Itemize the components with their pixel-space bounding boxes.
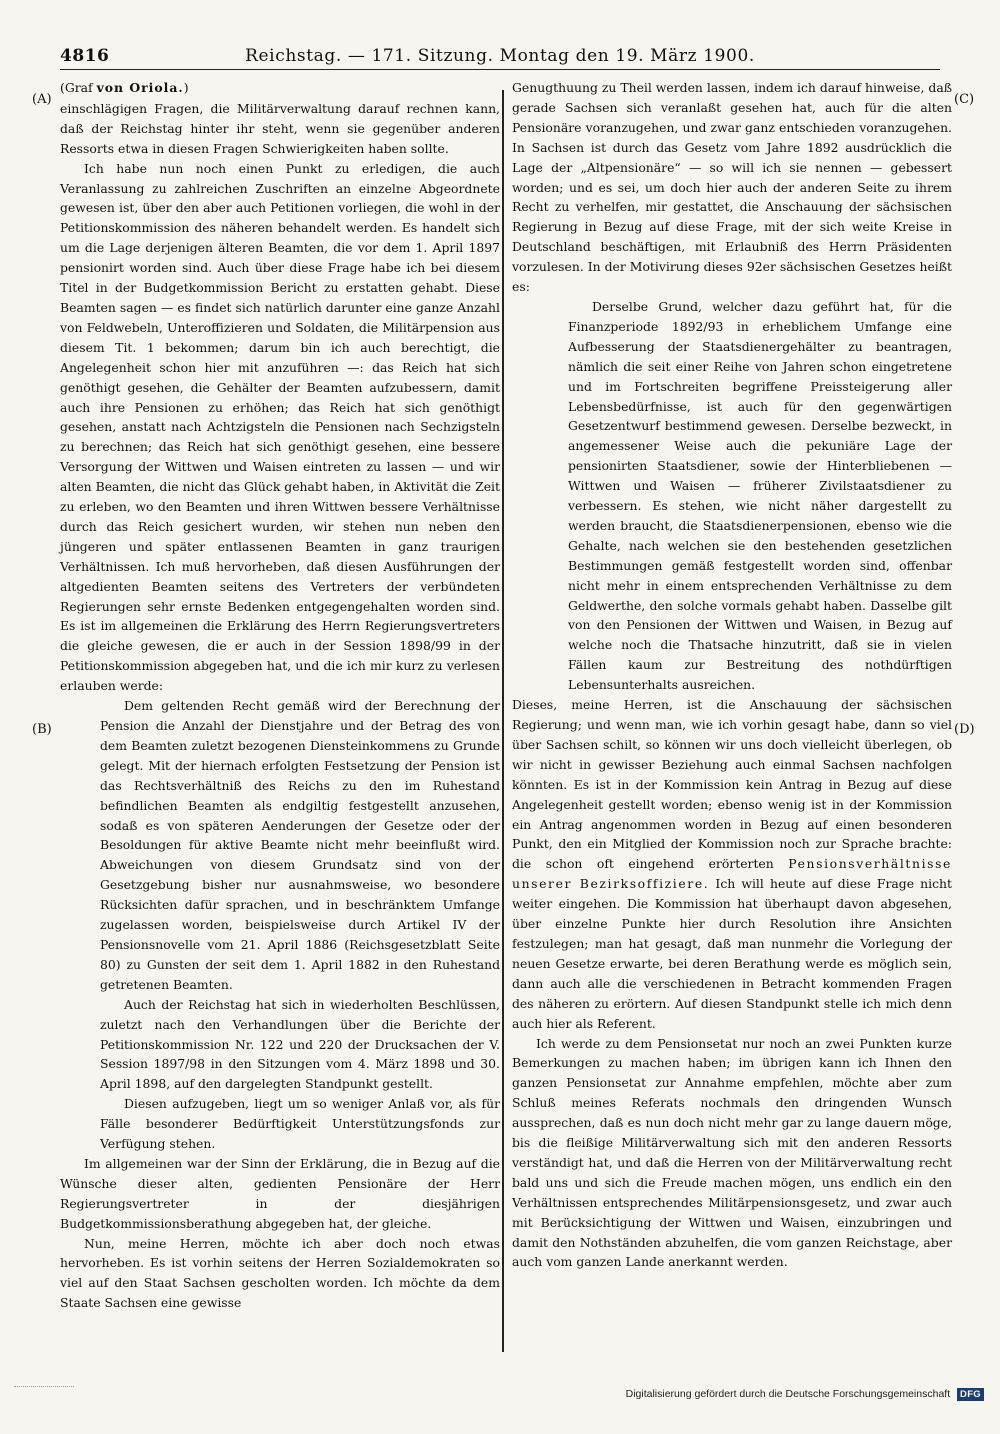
- block-quote: Diesen aufzugeben, liegt um so weniger Anlaß vor, als für Fälle besonderer Bedürftigkeit Unterstützungsfonds zur Verfügung stehen.: [100, 1096, 500, 1152]
- margin-marker-c: (C): [954, 92, 975, 107]
- running-title: Reichstag. — 171. Sitzung. Montag den 19. März 1900.: [245, 46, 755, 66]
- dfg-logo: DFG: [957, 1388, 984, 1401]
- page-number: 4816: [60, 46, 110, 66]
- footer-text: Digitalisierung gefördert durch die Deutsche Forschungsgemeinschaft: [625, 1388, 951, 1400]
- paragraph-text: Auch über diese Frage habe ich bei diesem Titel in der Budgetkommission Bericht zu erstatten gehabt. Diese Beamten sagen — es findet sich natürlich darunter eine ganze Anzahl von Feldwebeln, Unteroffizieren und Soldaten, die Militärpension aus diesem Tit. 1 bekommen; darum bin ich auch berechtigt, die Angelegenheit schon hier mit anzuführen —: das Reich hat sich genöthigt gesehen, die Gehälter der Beamten aufzubessern, damit auch ihre Pensionen zu erhöhen; das Reich hat sich genöthigt gesehen, anstatt nach Achtzigsteln die Pensionen nach Sechzigsteln zu berechnen; das Reich hat sich genöthigt gesehen, eine bessere Versorgung der Wittwen und Waisen eintreten zu lassen — und wir alten Beamten, die nicht das Glück gehabt haben, in Aktivität die Zeit zu erleben, wo den Beamten und ihren Wittwen bessere Verhältnisse durch das Reich gesichert wurden, wir stehen nun neben den jüngeren und später entlassenen Beamten in ganz traurigen Verhältnissen. Ich muß hervorheben, daß diesen Ausführungen der altgedienten Beamten seitens des Vertreters der verbündeten Regierungen sehr ernste Bedenken entgegengehalten worden sind. Es ist im allgemeinen die Erklärung des Herrn Regierungsvertreters die gleiche gewesen, die er auch in der Session 1898/99 in der Petitionskommission abgegeben hat, und die ich mir kurz zu verlesen erlauben werde:: [60, 260, 500, 694]
- paragraph: [512, 695, 952, 1033]
- block-quote: Auch der Reichstag hat sich in wiederholten Beschlüssen, zuletzt nach den Verhandlungen über die Berichte der Petitionskommission Nr. 122 und 220 der Drucksachen der V. Session 1897/98 in den Sitzungen vom 4. März 1898 und 30. April 1898, auf den dargelegten Standpunkt gestellt.: [100, 996, 500, 1092]
- speaker-suffix: ): [183, 80, 189, 95]
- paragraph: einschlägigen Fragen, die Militärverwaltung darauf rechnen kann, daß der Reichstag hinter ihr steht, wenn sie gegenüber anderen Ressorts etwa in diesen Fragen Schwierigkeiten haben sollte.: [60, 100, 500, 156]
- left-column: [60, 78, 500, 1313]
- paragraph-text: Dieses, meine Herren, ist die Anschauung der sächsischen Regierung; und wenn man, wie ich vorhin gesagt habe, dann so viel über Sachsen schilt, so können wir uns doch vielleicht überlegen, ob wir nicht in gewisser Beziehung auch einmal Sachsen nachfolgen könnten. Es ist in der Kommission kein Antrag in Bezug auf diese Angelegenheit gestellt worden; ebenso wenig ist in der Kommission ein Antrag angenommen worden in Bezug auf einen besonderen Punkt, den ein Mitglied der Kommission noch zur Sprache brachte: die schon oft eingehend erörterten: [512, 697, 952, 872]
- speaker-name: von Oriola.: [96, 80, 184, 95]
- margin-marker-a: (A): [32, 92, 52, 107]
- paragraph: Genugthuung zu Theil werden lassen, indem ich darauf hinweise, daß gerade Sachsen sich veranlaßt gesehen hat, auch für die alten Pensionäre voranzugehen, und zwar ganz entschieden voranzugehen. In Sachsen ist durch das Gesetz vom Jahre 1892 ausdrücklich die Lage der „Altpensionäre“ — so will ich sie nennen — gebessert worden; und es sei, um doch hier auch der anderen Seite zu ihrem Recht zu verhelfen, mir gestattet, die Anschauung der sächsischen Regierung in Bezug auf diese Frage, mit der sich weite Kreise in Deutschland beschäftigen, mit Erlaubniß des Herrn Präsidenten vorzulesen. In der Motivirung dieses 92er sächsischen Gesetzes heißt es:: [512, 80, 952, 295]
- paragraph-text: Ich will heute auf diese Frage nicht weiter eingehen. Die Kommission hat überhaupt davon abgesehen, über einzelne Punkte hier durch Resolution ihre Ansichten festzulegen; man hat gesagt, daß man nunmehr die Vorlegung der neuen Gesetze erwarte, bei deren Berathung werde es möglich sein, dann auch alle die verschiedenen in Betracht kommenden Fragen des näheren zu erörtern. Auf diesen Standpunkt stelle ich mich denn auch hier als Referent.: [512, 876, 952, 1031]
- page-header: [60, 44, 940, 70]
- paragraph-text: Ich habe nun noch einen Punkt zu erledigen, die auch Veranlassung zu zahlreichen Zuschriften an einzelne Abgeordnete gewesen ist, über den aber auch Petitionen vorliegen, die wohl in der Petitionskommission des näheren behandelt werden. Es handelt sich um die Lage derjenigen älteren Beamten, die vor dem 1. April 1897 pensionirt worden sind.: [60, 160, 500, 276]
- digitization-footer: [626, 1388, 984, 1401]
- paragraph: Nun, meine Herren, möchte ich aber doch noch etwas hervorheben. Es ist vorhin seitens der Herren Sozialdemokraten so viel auf den Staat Sachsen gescholten worden. Ich möchte da dem Staate Sachsen eine gewisse: [60, 1235, 500, 1311]
- margin-marker-b: (B): [32, 722, 52, 737]
- right-column: [512, 78, 952, 1272]
- speaker-line: [60, 78, 500, 98]
- column-divider: [502, 90, 504, 1352]
- scan-artifact: [14, 1386, 74, 1389]
- paragraph: Ich werde zu dem Pensionsetat nur noch an zwei Punkten kurze Bemerkungen zu machen haben; im übrigen kann ich Ihnen den ganzen Pensionsetat zur Annahme empfehlen, möchte aber zum Schluß meines Referats nochmals den dringenden Wunsch aussprechen, daß es nun doch nicht mehr gar zu lange dauern möge, bis die fleißige Militärverwaltung sich mit den anderen Ressorts verständigt hat, und daß die Herren von der Militärverwaltung recht bald uns und sich die Freude machen mögen, uns endlich ein den Verhältnissen entsprechendes Militärpensionsgesetz, und zwar auch mit Berücksichtigung der Wittwen und Waisen, einzubringen und damit den Nothständen abzuhelfen, die vom ganzen Reichstage, aber auch vom ganzen Lande anerkannt werden.: [512, 1035, 952, 1270]
- spaced-emphasis: Pensionsverhältnisse unserer Bezirksoffiziere.: [512, 856, 952, 892]
- block-quote: Dem geltenden Recht gemäß wird der Berechnung der Pension die Anzahl der Dienstjahre und der Betrag des von dem Beamten zuletzt bezogenen Diensteinkommens zu Grunde gelegt. Mit der hiernach erfolgten Festsetzung der Pension ist das Rechtsverhältniß des Reichs zu den im Ruhestand befindlichen Beamten als endgiltig festgestellt anzusehen, sodaß es von späteren Aenderungen der Gesetze oder der Besoldungen für aktive Beamte nicht mehr beeinflußt wird. Abweichungen von diesem Grundsatz sind von der Gesetzgebung bisher nur ausnahmsweise, wo besondere Rücksichten dafür sprachen, und in beschränktem Umfange zugelassen worden, beispielsweise durch Artikel IV der Pensionsnovelle vom 21. April 1886 (Reichsgesetzblatt Seite 80) zu Gunsten der seit dem 1. April 1882 in den Ruhestand getretenen Beamten.: [100, 698, 500, 992]
- margin-marker-d: (D): [954, 722, 975, 737]
- block-quote: Derselbe Grund, welcher dazu geführt hat, für die Finanzperiode 1892/93 in erheblichem Umfange eine Aufbesserung der Staatsdienergehälter zu beantragen, nämlich die seit einer Reihe von Jahren schon eingetretene und im Fortschreiten begriffene Preissteigerung aller Lebensbedürfnisse, ist auch für den gegenwärtigen Gesetzentwurf bestimmend gewesen. Derselbe bezweckt, in angemessener Weise auch die pekuniäre Lage der pensionirten Staatsdiener, sowie der Hinterbliebenen — Wittwen und Waisen — früherer Zivilstaatsdiener zu verbessern. Es stehen, wie nicht näher dargestellt zu werden braucht, die Staatsdienerpensionen, ebenso wie die Gehalte, nach welchen sie den bestehenden gesetzlichen Bestimmungen gemäß festgestellt worden sind, offenbar nicht mehr in einem entsprechenden Verhältnisse zu dem Geldwerthe, den solche vormals gehabt haben. Dasselbe gilt von den Pensionen der Wittwen und Waisen, in Bezug auf welche noch die Thatsache hinzutritt, daß sie in vielen Fällen kaum zur Bestreitung des nothdürftigen Lebensunterhalts ausreichen.: [568, 298, 952, 693]
- paragraph: [60, 159, 500, 696]
- speaker-prefix: (Graf: [60, 80, 97, 95]
- paragraph: Im allgemeinen war der Sinn der Erklärung, die in Bezug auf die Wünsche dieser alten, gedienten Pensionäre der Herr Regierungsvertreter in der diesjährigen Budgetkommissionsberathung abgegeben hat, der gleiche.: [60, 1155, 500, 1231]
